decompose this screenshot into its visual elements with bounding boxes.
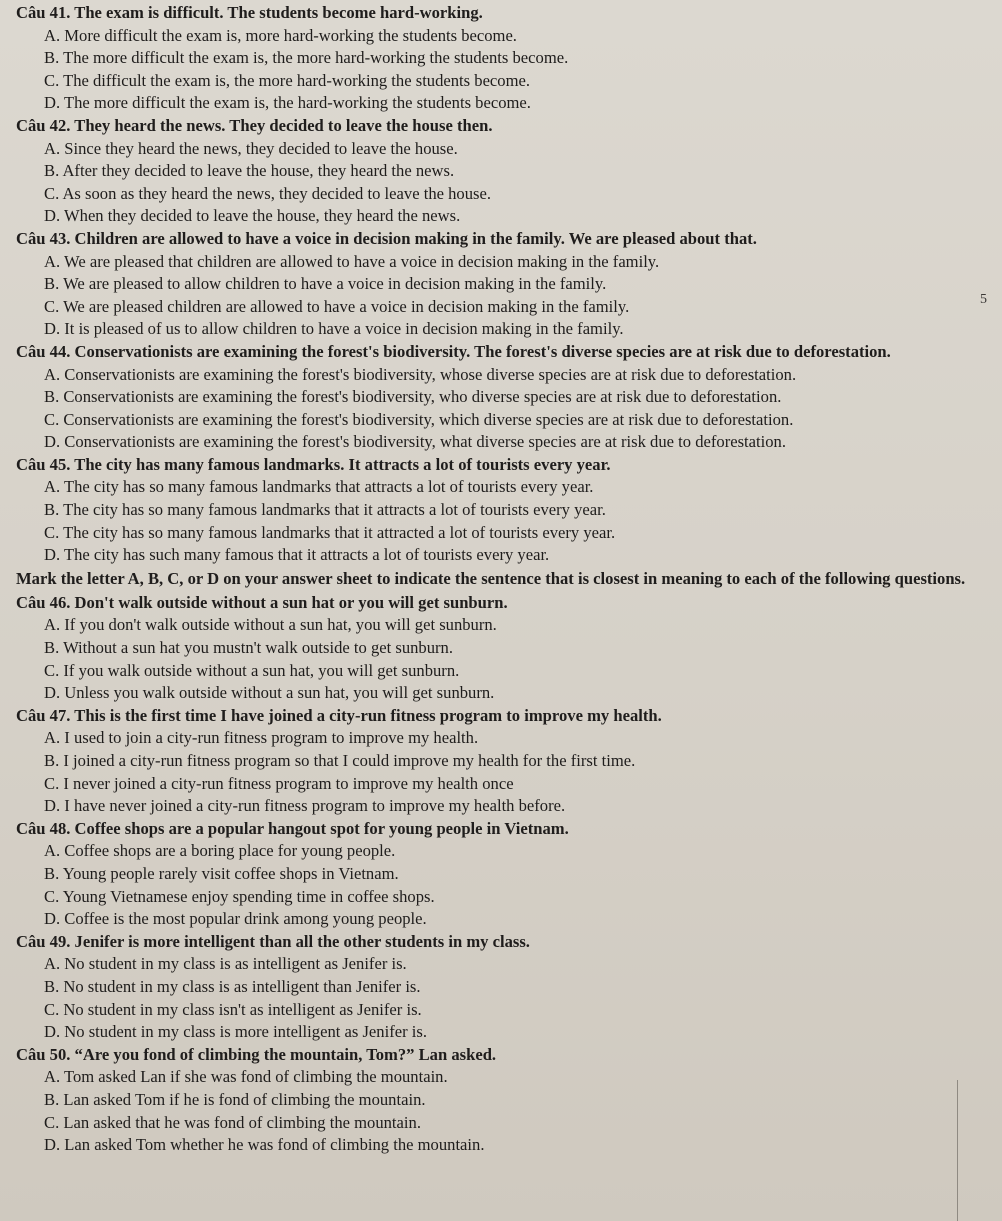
option-list <box>16 727 982 817</box>
option-c: C. If you walk outside without a sun hat, you will get sunburn. <box>44 660 460 680</box>
option-list <box>16 138 982 228</box>
question-stem: Câu 48. Coffee shops are a popular hangout spot for young people in Vietnam. <box>16 818 569 838</box>
option-a: A. Conservationists are examining the forest's biodiversity, whose diverse species are at risk due to deforestation. <box>44 364 797 384</box>
question-43 <box>16 228 982 341</box>
option-d: D. Coffee is the most popular drink among young people. <box>44 909 427 929</box>
option-c: C. We are pleased children are allowed to have a voice in decision making in the family. <box>44 296 630 316</box>
question-45 <box>16 454 982 567</box>
option-list <box>16 840 982 930</box>
option-b: B. Lan asked Tom if he is fond of climbing the mountain. <box>44 1089 426 1109</box>
option-list <box>16 614 982 704</box>
option-b: B. The city has so many famous landmarks that it attracts a lot of tourists every year. <box>44 500 606 520</box>
option-b: B. The more difficult the exam is, the more hard-working the students become. <box>44 48 569 68</box>
option-d: D. I have never joined a city-run fitness program to improve my health before. <box>44 796 566 816</box>
question-44 <box>16 341 982 454</box>
margin-mark: 5 <box>980 292 987 307</box>
option-a: A. I used to join a city-run fitness program to improve my health. <box>44 728 479 748</box>
question-41 <box>16 2 982 115</box>
question-stem: Câu 47. This is the first time I have joined a city-run fitness program to improve my health. <box>16 705 662 725</box>
option-c: C. Young Vietnamese enjoy spending time in coffee shops. <box>44 886 435 906</box>
question-stem: Câu 50. “Are you fond of climbing the mountain, Tom?” Lan asked. <box>16 1044 497 1064</box>
question-47 <box>16 705 982 818</box>
option-a: A. Coffee shops are a boring place for young people. <box>44 841 396 861</box>
option-b: B. We are pleased to allow children to have a voice in decision making in the family. <box>44 274 607 294</box>
question-50 <box>16 1044 982 1157</box>
option-c: C. As soon as they heard the news, they decided to leave the house. <box>44 183 491 203</box>
question-stem: Câu 46. Don't walk outside without a sun hat or you will get sunburn. <box>16 592 508 612</box>
question-46 <box>16 592 982 705</box>
option-c: C. The city has so many famous landmarks that it attracted a lot of tourists every year. <box>44 522 616 542</box>
question-stem: Câu 49. Jenifer is more intelligent than all the other students in my class. <box>16 931 530 951</box>
option-c: C. No student in my class isn't as intelligent as Jenifer is. <box>44 999 422 1019</box>
option-a: A. No student in my class is as intelligent as Jenifer is. <box>44 954 407 974</box>
question-stem: Câu 41. The exam is difficult. The students become hard-working. <box>16 3 483 22</box>
section-instruction: Mark the letter A, B, C, or D on your answer sheet to indicate the sentence that is closest in meaning to each of the following questions. <box>16 568 966 588</box>
option-a: A. If you don't walk outside without a sun hat, you will get sunburn. <box>44 615 497 635</box>
question-stem: Câu 42. They heard the news. They decided to leave the house then. <box>16 115 493 135</box>
option-d: D. No student in my class is more intelligent as Jenifer is. <box>44 1022 427 1042</box>
option-list <box>16 1066 982 1156</box>
option-b: B. After they decided to leave the house, they heard the news. <box>44 161 455 181</box>
option-a: A. More difficult the exam is, more hard-working the students become. <box>44 25 517 45</box>
option-list <box>16 25 982 115</box>
option-c: C. The difficult the exam is, the more hard-working the students become. <box>44 70 531 90</box>
question-stem: Câu 44. Conservationists are examining the forest's biodiversity. The forest's diverse species are at risk due to deforestation. <box>16 341 891 361</box>
option-c: C. Conservationists are examining the forest's biodiversity, which diverse species are at risk due to deforestation. <box>44 409 794 429</box>
option-d: D. Lan asked Tom whether he was fond of climbing the mountain. <box>44 1135 485 1155</box>
option-list <box>16 251 982 341</box>
question-48 <box>16 818 982 931</box>
option-b: B. Without a sun hat you mustn't walk outside to get sunburn. <box>44 638 454 658</box>
option-a: A. The city has so many famous landmarks that attracts a lot of tourists every year. <box>44 477 594 497</box>
question-stem: Câu 45. The city has many famous landmarks. It attracts a lot of tourists every year. <box>16 454 611 474</box>
option-d: D. Conservationists are examining the forest's biodiversity, what diverse species are at risk due to deforestation. <box>44 432 786 452</box>
option-d: D. When they decided to leave the house, they heard the news. <box>44 206 461 226</box>
option-c: C. I never joined a city-run fitness program to improve my health once <box>44 773 514 793</box>
question-stem: Câu 43. Children are allowed to have a voice in decision making in the family. We are pleased about that. <box>16 228 757 248</box>
option-b: B. I joined a city-run fitness program so that I could improve my health for the first time. <box>44 751 636 770</box>
option-a: A. Since they heard the news, they decided to leave the house. <box>44 138 458 158</box>
option-d: D. The more difficult the exam is, the hard-working the students become. <box>44 93 531 113</box>
option-list <box>16 364 982 454</box>
option-d: D. The city has such many famous that it attracts a lot of tourists every year. <box>44 545 550 565</box>
option-a: A. Tom asked Lan if she was fond of climbing the mountain. <box>44 1067 448 1087</box>
option-d: D. It is pleased of us to allow children to have a voice in decision making in the family. <box>44 319 624 339</box>
option-b: B. Conservationists are examining the forest's biodiversity, who diverse species are at risk due to deforestation. <box>44 387 782 407</box>
option-d: D. Unless you walk outside without a sun hat, you will get sunburn. <box>44 683 495 703</box>
option-c: C. Lan asked that he was fond of climbing the mountain. <box>44 1112 421 1132</box>
option-a: A. We are pleased that children are allowed to have a voice in decision making in the family. <box>44 251 660 271</box>
page-edge-line <box>957 1080 958 1221</box>
question-42 <box>16 115 982 228</box>
option-b: B. No student in my class is as intelligent than Jenifer is. <box>44 976 421 996</box>
option-list <box>16 476 982 566</box>
option-list <box>16 953 982 1043</box>
question-49 <box>16 931 982 1044</box>
option-b: B. Young people rarely visit coffee shops in Vietnam. <box>44 863 399 883</box>
